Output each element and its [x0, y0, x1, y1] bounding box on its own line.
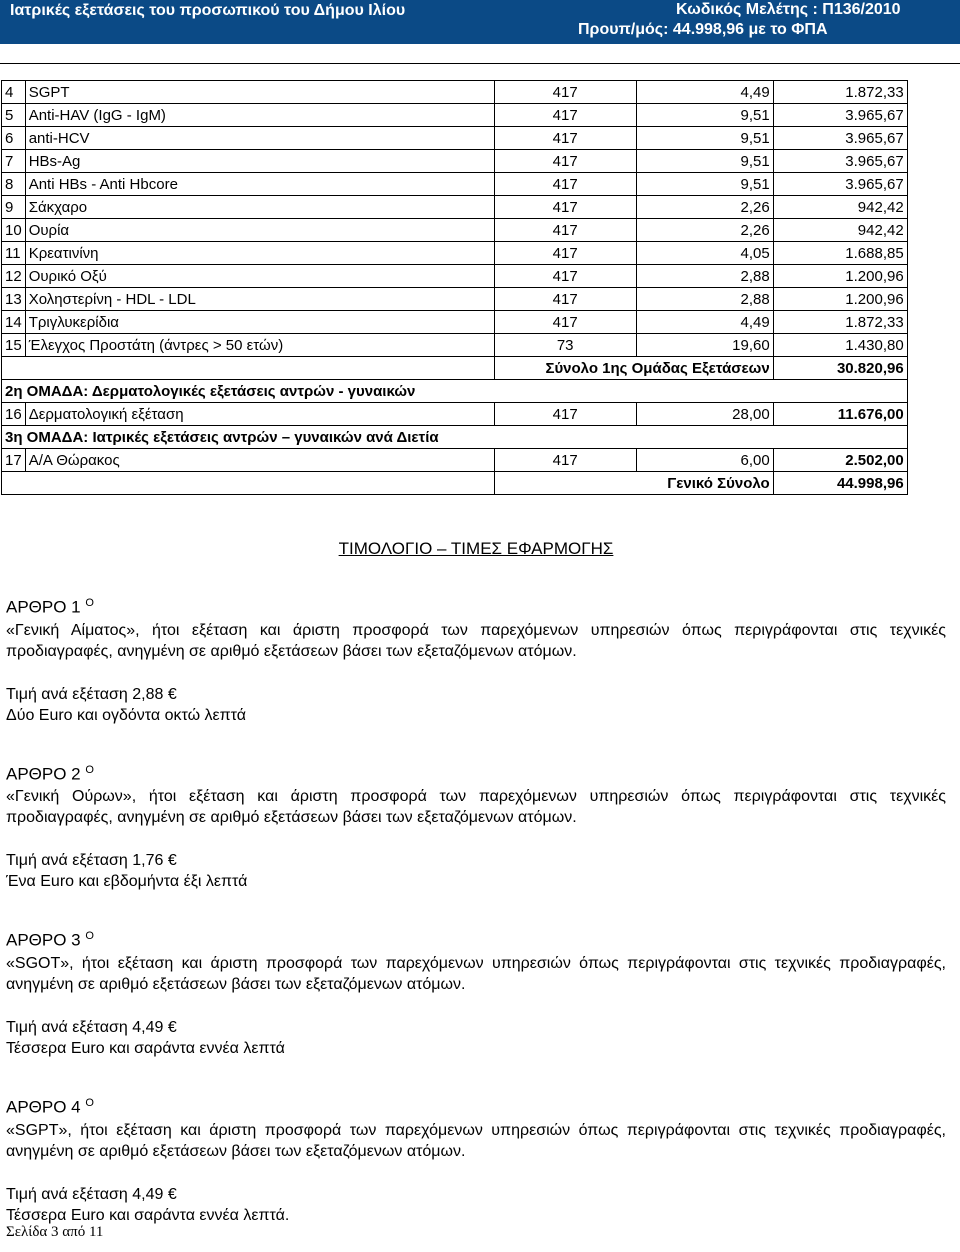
exam-name: Δερματολογική εξέταση [25, 403, 494, 426]
table-row [2, 311, 908, 334]
exam-total: 1.872,33 [773, 81, 907, 104]
row-number: 8 [2, 173, 26, 196]
table-row [2, 150, 908, 173]
table-row [2, 127, 908, 150]
exam-total: 2.502,00 [773, 449, 907, 472]
study-code: Κωδικός Μελέτης : Π136/2010 [676, 1, 901, 18]
row-number: 4 [2, 81, 26, 104]
article-description: «SGPT», ήτοι εξέταση και άριστη προσφορά των παρεχόμενων υπηρεσιών όπως περιγράφονται στις τεχνικές προδιαγραφές, ανηγμένη σε αριθμό εξετάσεων βάσει των εξεταζόμενων ατόμων. [6, 1121, 946, 1160]
exams-table-body [2, 81, 908, 357]
group3-header-row [2, 426, 908, 449]
exam-total: 942,42 [773, 196, 907, 219]
table-row [2, 196, 908, 219]
exam-quantity: 417 [494, 104, 636, 127]
exam-unit-price: 6,00 [636, 449, 773, 472]
table-row [2, 449, 908, 472]
exam-total: 1.430,80 [773, 334, 907, 357]
exam-unit-price: 9,51 [636, 104, 773, 127]
exam-unit-price: 9,51 [636, 150, 773, 173]
exam-quantity: 417 [494, 242, 636, 265]
exam-total: 3.965,67 [773, 104, 907, 127]
exams-table [1, 80, 908, 495]
article-price-words: Τέσσερα Euro και σαράντα εννέα λεπτά. [6, 1206, 290, 1224]
row-number: 12 [2, 265, 26, 288]
table-row [2, 173, 908, 196]
group2-header-row [2, 380, 908, 403]
exam-unit-price: 9,51 [636, 127, 773, 150]
row-number: 6 [2, 127, 26, 150]
article-description: «Γενική Αίματος», ήτοι εξέταση και άριστη προσφορά των παρεχόμενων υπηρεσιών όπως περιγράφονται στις τεχνικές προδιαγραφές, ανηγμένη σε αριθμό εξετάσεων βάσει των εξεταζόμενων ατόμων. [6, 621, 946, 660]
exam-name: Χοληστερίνη - HDL - LDL [25, 288, 494, 311]
group1-total-row [2, 357, 908, 380]
article [6, 1093, 946, 1226]
row-number: 11 [2, 242, 26, 265]
article [6, 593, 946, 726]
table-row [2, 403, 908, 426]
article-heading [6, 760, 946, 785]
group2-title: 2η ΟΜΑΔΑ: Δερματολογικές εξετάσεις αντρών - γυναικών [2, 380, 908, 403]
exam-total: 3.965,67 [773, 127, 907, 150]
exam-unit-price: 4,49 [636, 311, 773, 334]
exam-quantity: 73 [494, 334, 636, 357]
exam-unit-price: 9,51 [636, 173, 773, 196]
article-price: Τιμή ανά εξέταση 4,49 € [6, 1018, 177, 1036]
exam-name: Έλεγχος Προστάτη (άντρες > 50 ετών) [25, 334, 494, 357]
exam-quantity: 417 [494, 219, 636, 242]
budget-total: Προυπ/μός: 44.998,96 με το ΦΠΑ [578, 21, 828, 38]
exam-quantity: 417 [494, 449, 636, 472]
article-heading-sup: Ο [85, 930, 94, 943]
article-description: «SGOT», ήτοι εξέταση και άριστη προσφορά των παρεχόμενων υπηρεσιών όπως περιγράφονται στις τεχνικές προδιαγραφές, ανηγμένη σε αριθμό εξετάσεων βάσει των εξεταζόμενων ατόμων. [6, 954, 946, 993]
row-number: 16 [2, 403, 26, 426]
table-row [2, 288, 908, 311]
exam-quantity: 417 [494, 81, 636, 104]
group1-total-label: Σύνολο 1ης Ομάδας Εξετάσεων [494, 357, 773, 380]
exam-name: Τριγλυκερίδια [25, 311, 494, 334]
table-row [2, 334, 908, 357]
pricelist-section [6, 535, 946, 1226]
header-divider [0, 63, 960, 64]
article-description: «Γενική Ούρων», ήτοι εξέταση και άριστη προσφορά των παρεχόμενων υπηρεσιών όπως περιγράφονται στις τεχνικές προδιαγραφές, ανηγμένη σε αριθμό εξετάσεων βάσει των εξεταζόμενων ατόμων. [6, 788, 946, 827]
article-price: Τιμή ανά εξέταση 2,88 € [6, 685, 177, 703]
exam-total: 942,42 [773, 219, 907, 242]
grand-total-row [2, 472, 908, 495]
article-heading-sup: Ο [85, 763, 94, 776]
exam-unit-price: 2,26 [636, 196, 773, 219]
row-number: 9 [2, 196, 26, 219]
article-heading [6, 926, 946, 951]
exam-quantity: 417 [494, 265, 636, 288]
row-number: 5 [2, 104, 26, 127]
exam-quantity: 417 [494, 173, 636, 196]
table-row [2, 81, 908, 104]
exam-total: 1.200,96 [773, 288, 907, 311]
exam-quantity: 417 [494, 150, 636, 173]
table-row [2, 104, 908, 127]
row-number: 13 [2, 288, 26, 311]
article-price-words: Δύο Euro και ογδόντα οκτώ λεπτά [6, 706, 247, 724]
exam-name: Α/Α Θώρακος [25, 449, 494, 472]
exam-name: Anti-HAV (IgG - IgM) [25, 104, 494, 127]
exam-unit-price: 19,60 [636, 334, 773, 357]
exam-total: 3.965,67 [773, 150, 907, 173]
article-heading [6, 593, 946, 618]
exam-quantity: 417 [494, 127, 636, 150]
article-heading-sup: Ο [85, 597, 94, 609]
grand-total-label: Γενικό Σύνολο [494, 472, 773, 495]
row-number: 10 [2, 219, 26, 242]
exam-name: Anti HBs - Anti Hbcore [25, 173, 494, 196]
row-number: 14 [2, 311, 26, 334]
article-heading [6, 1093, 946, 1118]
exam-total: 1.200,96 [773, 265, 907, 288]
exam-name: anti-HCV [25, 127, 494, 150]
table-row [2, 219, 908, 242]
row-number: 7 [2, 150, 26, 173]
group1-total: 30.820,96 [773, 357, 907, 380]
document-title: Ιατρικές εξετάσεις του προσωπικού του Δήμου Ιλίου [10, 2, 406, 19]
article-price-words: Τέσσερα Euro και σαράντα εννέα λεπτά [6, 1039, 285, 1057]
article-price: Τιμή ανά εξέταση 4,49 € [6, 1185, 177, 1203]
header-banner [0, 0, 960, 44]
group3-title: 3η ΟΜΑΔΑ: Ιατρικές εξετάσεις αντρών – γυναικών ανά Διετία [2, 426, 908, 449]
article-heading-text: ΑΡΘΡΟ 2 [6, 764, 81, 784]
exam-unit-price: 2,26 [636, 219, 773, 242]
exam-quantity: 417 [494, 196, 636, 219]
exam-name: Σάκχαρο [25, 196, 494, 219]
row-number: 17 [2, 449, 26, 472]
grand-total: 44.998,96 [773, 472, 907, 495]
exam-total: 11.676,00 [773, 403, 907, 426]
article-heading-sup: Ο [85, 1096, 94, 1109]
pricelist-title: ΤΙΜΟΛΟΓΙΟ – ΤΙΜΕΣ ΕΦΑΡΜΟΓΗΣ [338, 539, 614, 558]
article [6, 926, 946, 1059]
table-row [2, 265, 908, 288]
exam-name: HBs-Ag [25, 150, 494, 173]
exam-name: Ουρικό Οξύ [25, 265, 494, 288]
article-price: Τιμή ανά εξέταση 1,76 € [6, 852, 177, 870]
exam-unit-price: 2,88 [636, 288, 773, 311]
article-heading-text: ΑΡΘΡΟ 4 [6, 1097, 81, 1117]
table-row [2, 242, 908, 265]
row-number: 15 [2, 334, 26, 357]
page-number: Σελίδα 3 από 11 [6, 1224, 104, 1240]
exams-table-summary [2, 357, 908, 495]
exam-name: Ουρία [25, 219, 494, 242]
exam-name: Κρεατινίνη [25, 242, 494, 265]
exam-quantity: 417 [494, 288, 636, 311]
exam-total: 1.872,33 [773, 311, 907, 334]
exam-total: 3.965,67 [773, 173, 907, 196]
exam-unit-price: 4,05 [636, 242, 773, 265]
article [6, 760, 946, 893]
articles-list [6, 593, 946, 1226]
exam-total: 1.688,85 [773, 242, 907, 265]
exam-quantity: 417 [494, 403, 636, 426]
article-heading-text: ΑΡΘΡΟ 1 [6, 597, 81, 617]
article-heading-text: ΑΡΘΡΟ 3 [6, 930, 81, 950]
article-price-words: Ένα Euro και εβδομήντα έξι λεπτά [6, 873, 248, 891]
exam-unit-price: 2,88 [636, 265, 773, 288]
exam-unit-price: 28,00 [636, 403, 773, 426]
exam-unit-price: 4,49 [636, 81, 773, 104]
exam-name: SGPT [25, 81, 494, 104]
exam-quantity: 417 [494, 311, 636, 334]
